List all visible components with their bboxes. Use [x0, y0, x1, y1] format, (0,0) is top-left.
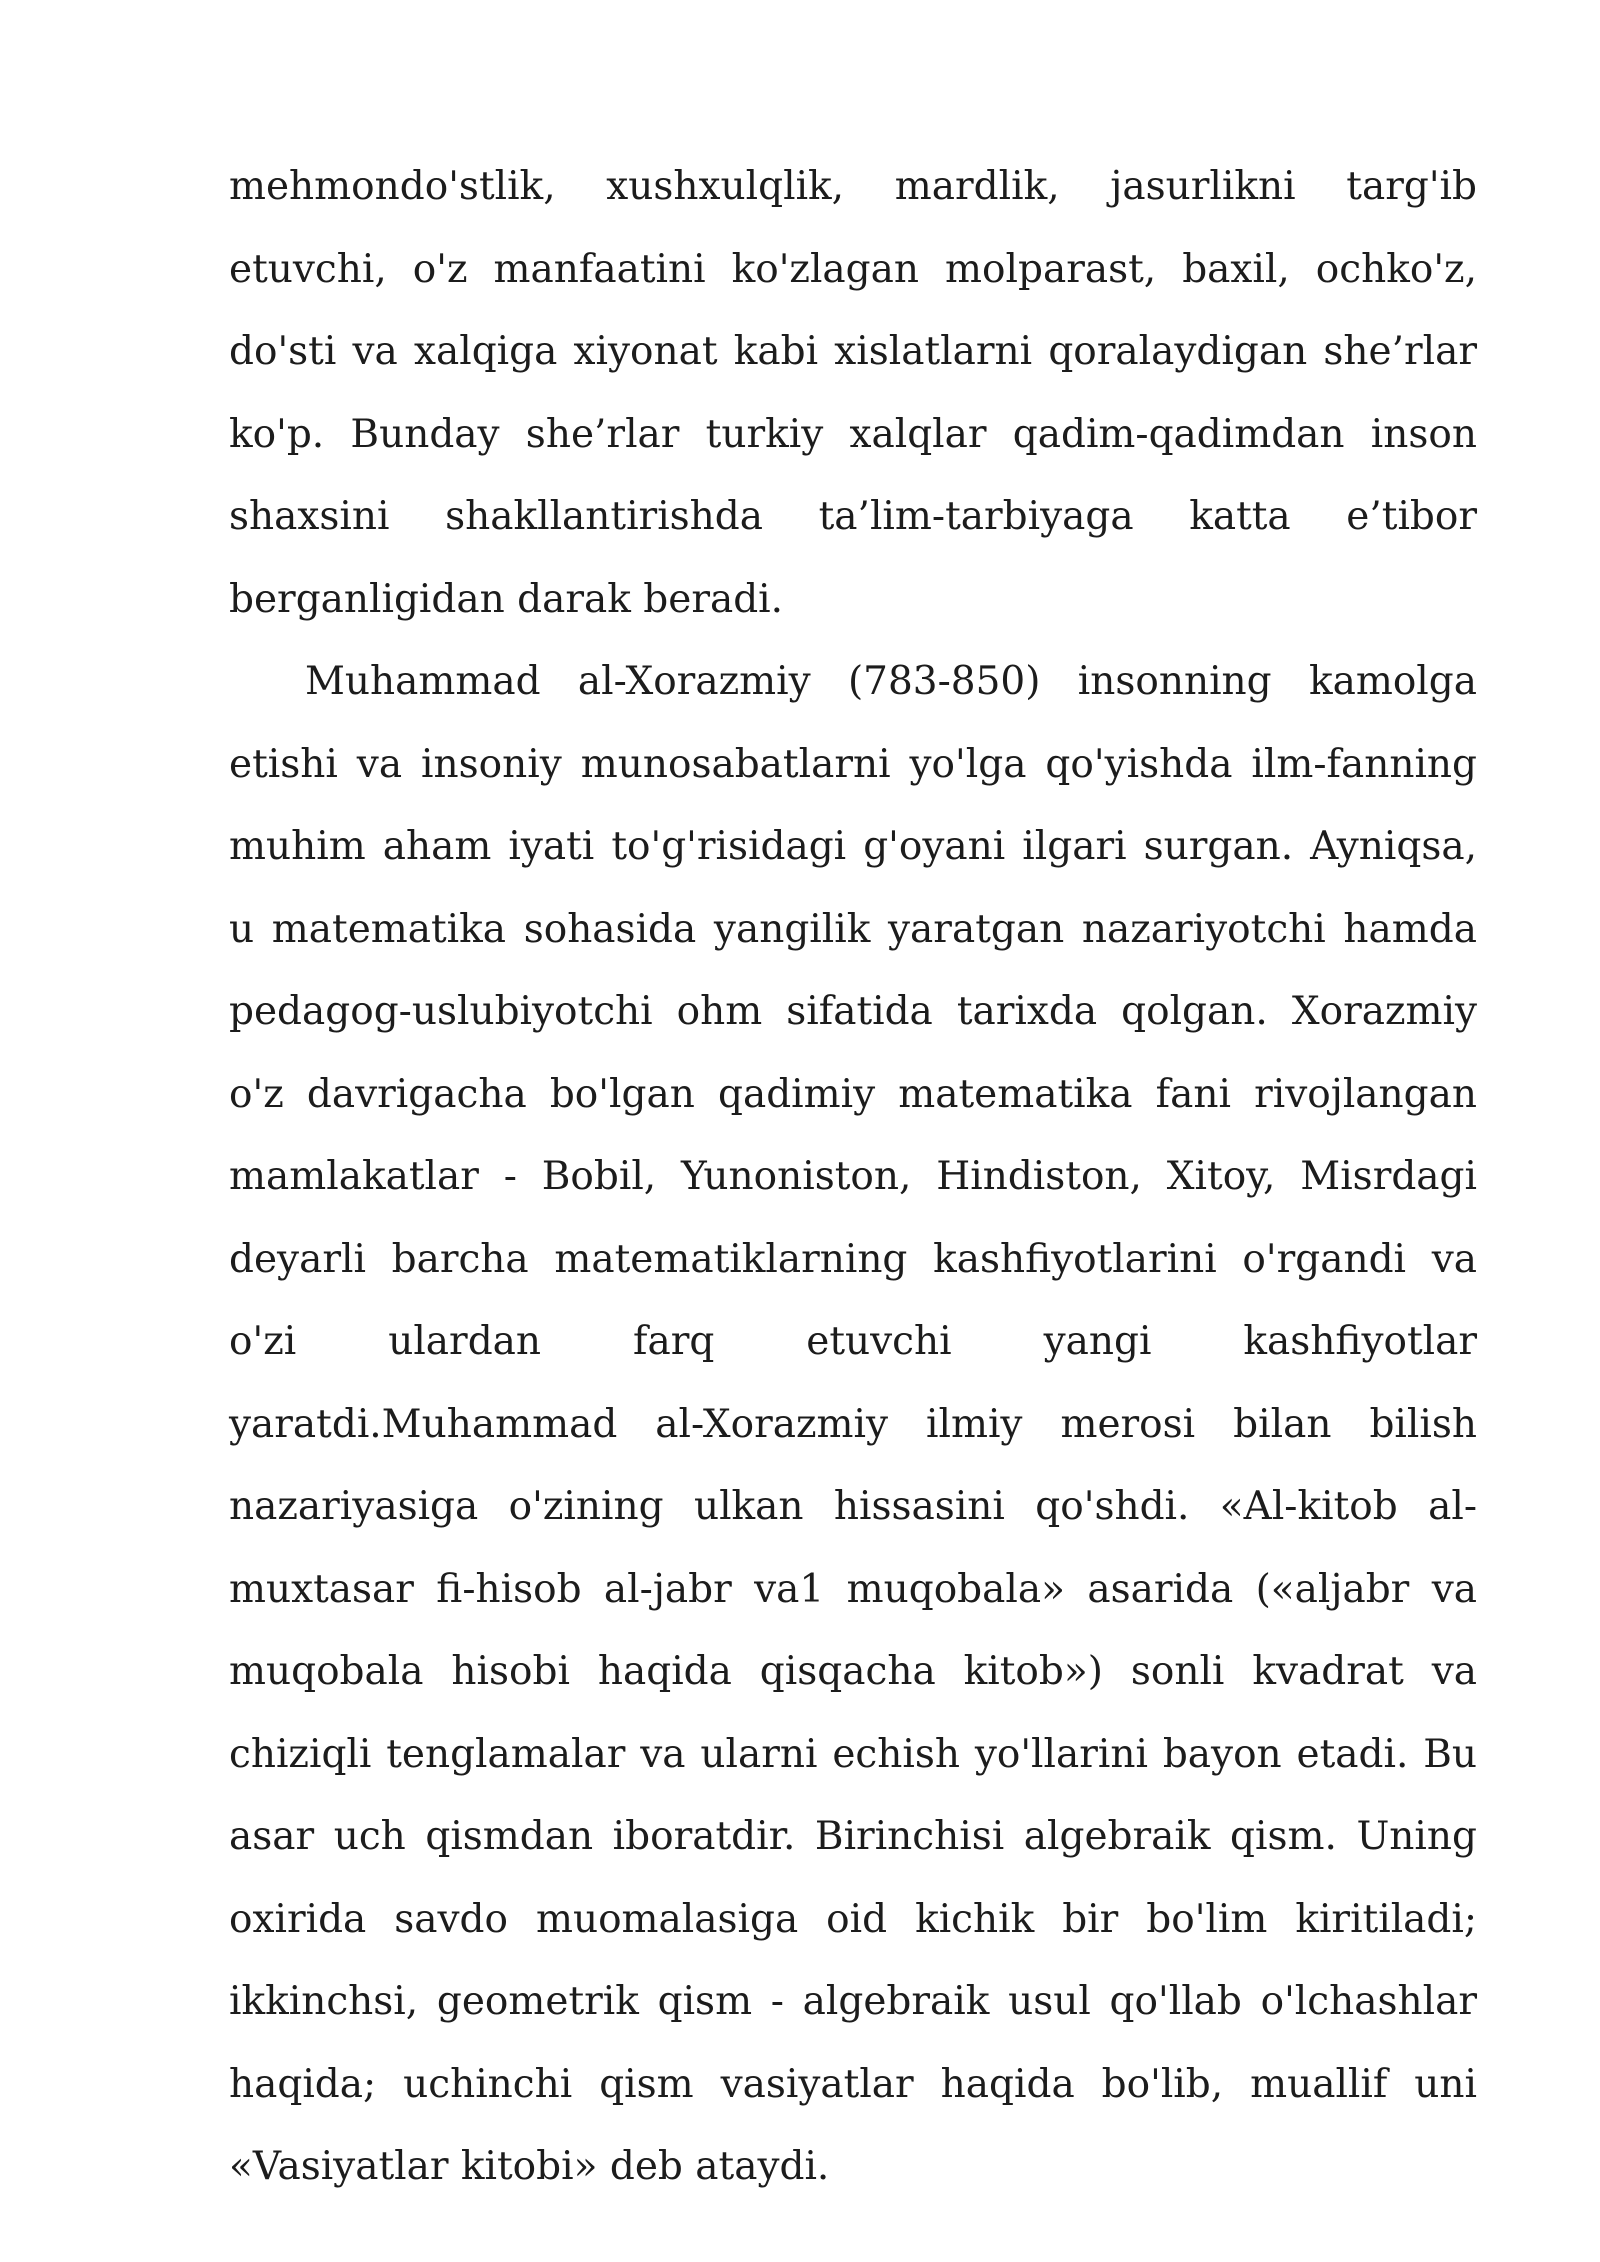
paragraph-continuation: mehmondo'stlik, xushxulqlik, mardlik, jasurlikni targ'ib etuvchi, o'z manfaatini ko'zlagan molparast, baxil, ochko'z, do'sti va xalqiga xiyonat kabi xislatlarni qoralaydigan she’rlar ko'p. Bunday she’rlar turkiy xalqlar qadim-qadimdan inson shaxsini shakllantirishda ta’lim-tarbiyaga katta e’tibor berganligidan darak beradi.: [229, 164, 1477, 622]
body-text: [229, 146, 1477, 2209]
paragraph-al-xorazmiy: Muhammad al-Xorazmiy (783-850) insonning kamolga etishi va insoniy munosabatlarni yo'lga qo'yishda ilm-fanning muhim aham iyati to'g'risidagi g'oyani ilgari surgan. Ayniqsa, u matematika sohasida yangilik yaratgan nazariyotchi hamda pedagog-uslubiyotchi ohm sifatida tarixda qolgan. Xorazmiy o'z davrigacha bo'lgan qadimiy matematika fani rivojlangan mamlakatlar - Bobil, Yunoniston, Hindiston, Xitoy, Misrdagi deyarli barcha matematiklarning kashfiyotlarini o'rgandi va o'zi ulardan farq etuvchi yangi kashfiyotlar yaratdi.Muhammad al-Xorazmiy ilmiy merosi bilan bilish nazariyasiga o'zining ulkan hissasini qo'shdi. «Al-kitob al-muxtasar fi-hisob al-jabr va1 muqobala» asarida («aljabr va muqobala hisobi haqida qisqacha kitob») sonli kvadrat va chiziqli tenglamalar va ularni echish yo'llarini bayon etadi. Bu asar uch qismdan iboratdir. Birinchisi algebraik qism. Uning oxirida savdo muomalasiga oid kichik bir bo'lim kiritiladi; ikkinchsi, geometrik qism - algebraik usul qo'llab o'lchashlar haqida; uchinchi qism vasiyatlar haqida bo'lib, muallif uni «Vasiyatlar kitobi» deb ataydi.: [229, 659, 1477, 2189]
